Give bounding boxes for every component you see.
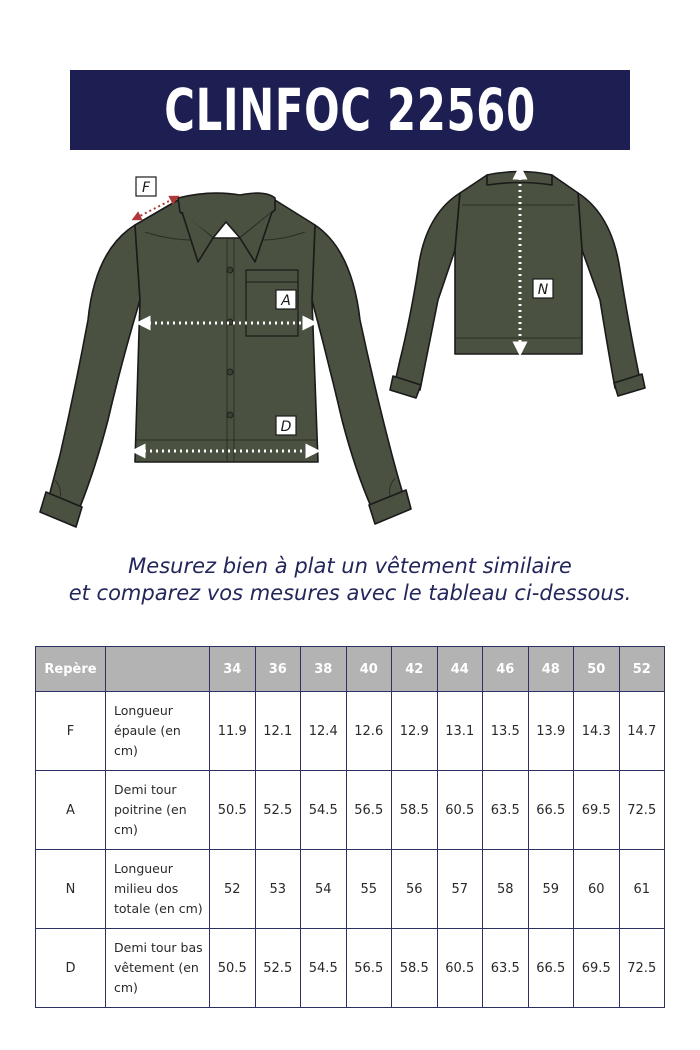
table-cell: 69.5 <box>574 929 620 1008</box>
label-a <box>276 290 296 309</box>
row-description: Demi tour poitrine (en cm) <box>106 771 210 850</box>
table-cell: 56.5 <box>346 929 392 1008</box>
table-cell: 56.5 <box>346 771 392 850</box>
table-cell: 60.5 <box>437 771 483 850</box>
table-cell: 13.1 <box>437 692 483 771</box>
table-cell: 14.7 <box>619 692 665 771</box>
header-size: 36 <box>255 647 301 692</box>
row-code: D <box>36 929 106 1008</box>
table-cell: 50.5 <box>210 929 256 1008</box>
table-cell: 60 <box>574 850 620 929</box>
row-code: N <box>36 850 106 929</box>
table-header-row <box>36 647 665 692</box>
table-cell: 50.5 <box>210 771 256 850</box>
header-size: 44 <box>437 647 483 692</box>
table-cell: 63.5 <box>483 929 529 1008</box>
table-cell: 54 <box>301 850 347 929</box>
table-cell: 72.5 <box>619 929 665 1008</box>
front-left-sleeve <box>48 225 140 512</box>
row-description: Longueur épaule (en cm) <box>106 692 210 771</box>
table-row <box>36 771 665 850</box>
table-cell: 13.5 <box>483 692 529 771</box>
measurement-instructions <box>0 553 700 607</box>
table-cell: 54.5 <box>301 771 347 850</box>
label-d <box>276 416 296 435</box>
table-cell: 12.9 <box>392 692 438 771</box>
row-code: A <box>36 771 106 850</box>
front-right-sleeve <box>312 225 404 509</box>
title-banner <box>70 70 630 150</box>
table-cell: 12.4 <box>301 692 347 771</box>
row-description: Longueur milieu dos totale (en cm) <box>106 850 210 929</box>
page-title: CLINFOC 22560 <box>164 76 536 144</box>
table-cell: 53 <box>255 850 301 929</box>
table-cell: 54.5 <box>301 929 347 1008</box>
table-cell: 58 <box>483 850 529 929</box>
back-left-sleeve <box>395 193 460 390</box>
back-jacket <box>390 172 645 399</box>
table-cell: 52.5 <box>255 771 301 850</box>
table-cell: 69.5 <box>574 771 620 850</box>
table-cell: 63.5 <box>483 771 529 850</box>
svg-text:F: F <box>141 180 151 196</box>
svg-text:N: N <box>537 282 549 298</box>
table-cell: 66.5 <box>528 771 574 850</box>
table-cell: 52 <box>210 850 256 929</box>
header-size: 48 <box>528 647 574 692</box>
back-right-sleeve <box>578 193 640 388</box>
svg-text:D: D <box>280 419 292 435</box>
row-code: F <box>36 692 106 771</box>
header-size: 40 <box>346 647 392 692</box>
header-size: 50 <box>574 647 620 692</box>
table-cell: 12.6 <box>346 692 392 771</box>
table-cell: 59 <box>528 850 574 929</box>
table-cell: 56 <box>392 850 438 929</box>
table-row <box>36 692 665 771</box>
header-description <box>106 647 210 692</box>
svg-text:A: A <box>281 293 291 309</box>
table-cell: 61 <box>619 850 665 929</box>
table-cell: 58.5 <box>392 771 438 850</box>
row-description: Demi tour bas vêtement (en cm) <box>106 929 210 1008</box>
label-n <box>533 279 553 298</box>
table-row <box>36 850 665 929</box>
header-size: 38 <box>301 647 347 692</box>
table-cell: 55 <box>346 850 392 929</box>
instructions-line-2: et comparez vos mesures avec le tableau ci-dessous. <box>68 581 632 605</box>
table-cell: 11.9 <box>210 692 256 771</box>
table-cell: 60.5 <box>437 929 483 1008</box>
table-cell: 14.3 <box>574 692 620 771</box>
table-cell: 58.5 <box>392 929 438 1008</box>
table-cell: 12.1 <box>255 692 301 771</box>
header-size: 34 <box>210 647 256 692</box>
table-cell: 52.5 <box>255 929 301 1008</box>
jacket-diagram <box>0 160 700 540</box>
header-repere: Repère <box>36 647 106 692</box>
header-size: 46 <box>483 647 529 692</box>
table-cell: 66.5 <box>528 929 574 1008</box>
instructions-line-1: Mesurez bien à plat un vêtement similaire <box>128 554 572 578</box>
header-size: 42 <box>392 647 438 692</box>
front-jacket <box>40 193 411 527</box>
table-body <box>36 692 665 1008</box>
size-chart-table <box>35 646 665 1008</box>
table-cell: 57 <box>437 850 483 929</box>
table-cell: 13.9 <box>528 692 574 771</box>
header-size: 52 <box>619 647 665 692</box>
table-row <box>36 929 665 1008</box>
label-f <box>136 177 156 196</box>
table-cell: 72.5 <box>619 771 665 850</box>
